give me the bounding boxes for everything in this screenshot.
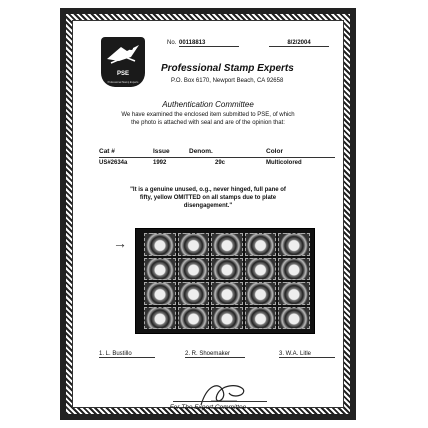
stamp-image (211, 307, 243, 330)
details-divider (99, 157, 335, 158)
opinion-line-2: fifty, yellow OMITTED on all stamps due to plate (139, 195, 277, 201)
signatory-1: 1. L. Bustillo (99, 351, 155, 358)
stamp-pane-photo (135, 228, 315, 334)
certificate-border (60, 8, 356, 420)
color-label: Color (266, 148, 283, 155)
opinion-line-1: "It is a genuine unused, o.g., never hinged, full pane of (130, 187, 286, 193)
stamp-image (211, 233, 243, 256)
denom-label: Denom. (189, 148, 213, 155)
stamp-grid (144, 233, 310, 329)
stamp-image (178, 307, 210, 330)
logo-tagline: Professional Stamp Experts (107, 81, 139, 84)
color-value: Multicolored (266, 160, 302, 166)
stamp-image (278, 258, 310, 281)
cert-number-label: No. (167, 40, 177, 46)
stamp-image (178, 258, 210, 281)
logo-initials: PSE (116, 71, 129, 77)
stamp-image (211, 258, 243, 281)
stamp-image (278, 282, 310, 305)
opinion-line-3: disengagement." (183, 203, 233, 209)
intro-line-2: the photo is attached with seal and are of the opinion that: (131, 120, 285, 126)
stamp-image (211, 282, 243, 305)
stamp-image (178, 233, 210, 256)
stamp-image (278, 233, 310, 256)
company-name: Professional Stamp Experts (161, 63, 294, 74)
stamp-image (245, 258, 277, 281)
signature-line (173, 401, 267, 402)
stamp-image (144, 258, 176, 281)
stamp-image (278, 307, 310, 330)
stamp-image (144, 233, 176, 256)
for-committee: For The Expert Committee (169, 404, 247, 411)
stamp-image (178, 282, 210, 305)
issue-label: Issue (153, 148, 170, 155)
stamp-image (245, 307, 277, 330)
pse-logo (101, 37, 145, 87)
stamp-image (245, 233, 277, 256)
issue-value: 1992 (153, 160, 167, 166)
company-address: P.O. Box 6170, Newport Beach, CA 92658 (171, 78, 284, 84)
stamp-bird-icon (101, 39, 145, 71)
cert-number: 00118813 (179, 40, 239, 47)
signatory-3: 3. W.A. Litle (279, 351, 335, 358)
signatory-2: 2. R. Shoemaker (185, 351, 245, 358)
denom-value: 29c (215, 160, 226, 166)
cat-label: Cat # (99, 148, 115, 155)
certificate-body (72, 20, 344, 411)
stamp-image (144, 307, 176, 330)
stamp-image (144, 282, 176, 305)
intro-line-1: We have examined the enclosed item submitted to PSE, of which (121, 112, 295, 118)
committee-title: Authentication Committee (162, 100, 254, 109)
cert-date: 8/2/2004 (269, 40, 329, 47)
cat-value: US#2634a (99, 160, 128, 166)
stamp-image (245, 282, 277, 305)
arrow-icon: → (113, 235, 127, 251)
